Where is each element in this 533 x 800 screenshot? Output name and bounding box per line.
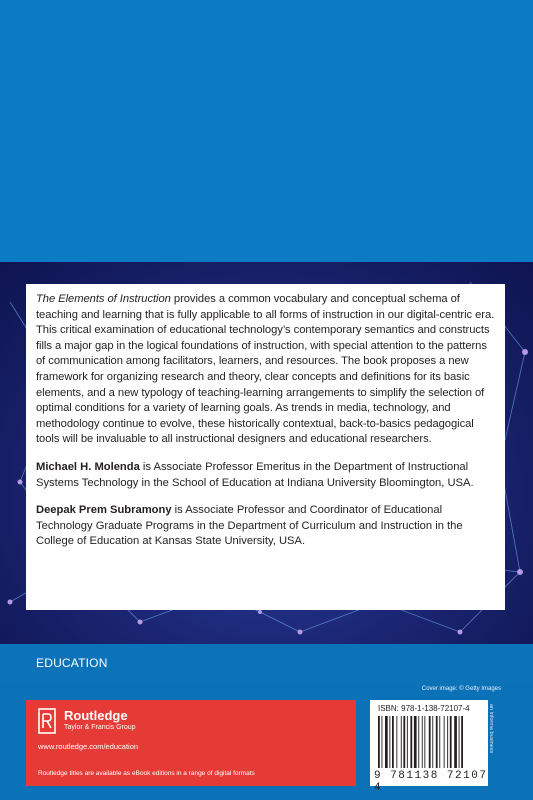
publisher-box bbox=[26, 700, 356, 786]
author-bio-1 bbox=[36, 460, 495, 491]
book-description-text: provides a common vocabulary and conceptual schema of teaching and learning that is fully applicable to all forms of instruction in our digital-centric era. This critical examination of educational technology’s contemporary semantics and constructs fills a major gap in the logical foundations of instruction, with special attention to the patterns of communication among facilitators, learners, and resources. The book proposes a new framework for organizing research and theory, clear concepts and definitions for its basic elements, and a new typology of teaching-learning arrangements to simplify the selection of optimal conditions for a variety of learning goals. As trends in media, technology, and methodology continue to evolve, these historically contextual, back-to-basics pedagogical tools will be invaluable to all instructional designers and educational researchers. bbox=[36, 293, 495, 446]
routledge-logo-icon bbox=[38, 708, 56, 734]
barcode-box bbox=[370, 700, 488, 794]
isbn-label: ISBN: 978-1-138-72107-4 bbox=[378, 704, 470, 713]
barcode-digits: 9 781138 72107 4 bbox=[374, 770, 488, 794]
subject-band bbox=[0, 644, 533, 684]
book-description bbox=[36, 292, 495, 448]
author-bio-text-2: is Associate Professor and Coordinator of Educational Technology Graduate Programs in the Department of Curriculum and Instruction in the College of Education at Kansas State University, USA. bbox=[36, 504, 463, 548]
cover-top-band bbox=[0, 0, 533, 262]
publisher-name: Routledge bbox=[64, 708, 128, 723]
cover-image-credit: Cover image: © Getty Images bbox=[421, 686, 501, 692]
bottom-area bbox=[0, 684, 533, 800]
book-title: The Elements of Instruction bbox=[36, 293, 171, 305]
author-bio-text-1: is Associate Professor Emeritus in the Department of Instructional Systems Technology in the School of Education at Indiana University Bloomington, USA. bbox=[36, 460, 474, 489]
subject-label: EDUCATION bbox=[36, 656, 108, 670]
informa-side-text: an informa business bbox=[488, 704, 494, 754]
publisher-url[interactable]: www.routledge.com/education bbox=[38, 742, 139, 751]
barcode-icon bbox=[374, 716, 484, 770]
author-name-1: Michael H. Molenda bbox=[36, 460, 140, 473]
ebook-note: Routledge titles are available as eBook editions in a range of digital formats bbox=[38, 770, 255, 777]
author-name-2: Deepak Prem Subramony bbox=[36, 504, 172, 517]
publisher-group: Taylor & Francis Group bbox=[64, 724, 136, 731]
back-cover-text-panel bbox=[26, 284, 505, 610]
author-bio-2 bbox=[36, 503, 495, 550]
